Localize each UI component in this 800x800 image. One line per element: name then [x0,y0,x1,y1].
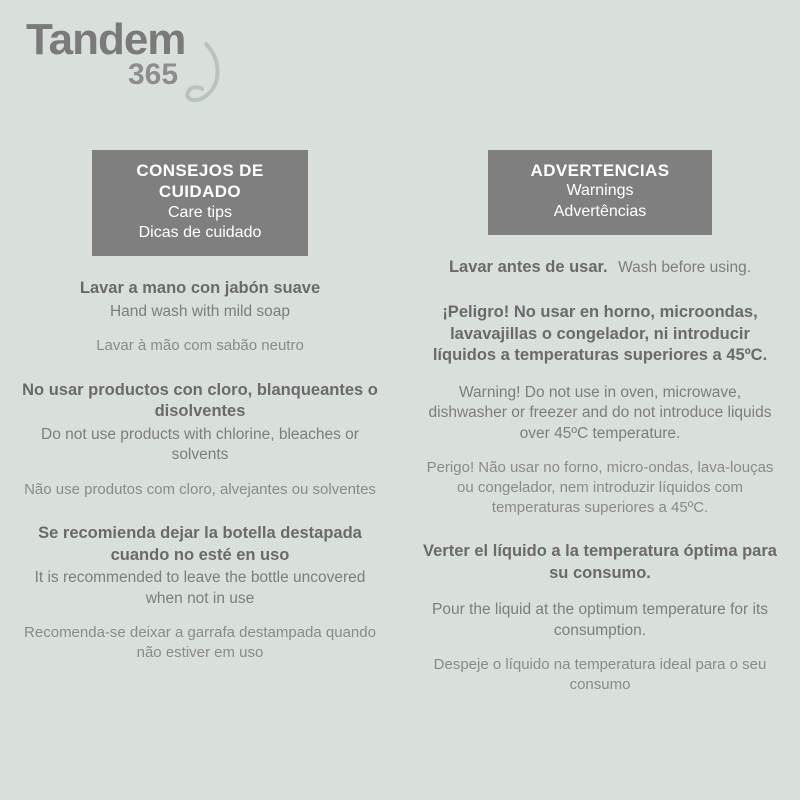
warnings-header-title: ADVERTENCIAS [530,161,670,180]
brand-logo-number: 365 [128,58,179,91]
warning-1-en: Warning! Do not use in oven, microwave, dishwasher or freezer and do not introduce liquids over 45ºC temperature. [428,383,772,442]
warnings-header-en: Warnings [566,182,634,200]
warning-item [418,541,782,694]
warning-2-en: Pour the liquid at the optimum temperature for its consumption. [432,601,768,639]
care-tip-1-en: Hand wash with mild soap [109,302,291,320]
care-tip-item [18,380,382,500]
care-tip-3-en: It is recommended to leave the bottle uncovered when not in use [34,569,366,607]
care-tip-2-en: Do not use products with chlorine, bleaches or solvents [41,425,359,464]
care-tips-header-pt: Dicas de cuidado [138,224,262,242]
warning-wash-before-using [418,257,782,278]
brand-logo [26,15,286,98]
care-tips-header [92,150,308,256]
care-tip-2-es: No usar productos con cloro, blanqueantes o disolventes [22,380,378,421]
care-tip-3-es: Se recomienda dejar la botella destapada cuando no esté en uso [38,524,362,564]
warning-0-en: Wash before using. [618,258,752,276]
care-tip-item [18,523,382,662]
warning-0-es: Lavar antes de usar. [448,257,608,276]
care-tip-item [18,278,382,356]
care-tip-1-es: Lavar a mano con jabón suave [79,279,321,298]
care-tip-1-pt: Lavar à mão com sabão neutro [96,336,304,354]
care-tips-header-en: Care tips [167,203,233,221]
warning-1-pt: Perigo! Não usar no forno, micro-ondas, lava-louças ou congelador, nem introduzir líquidos com temperaturas superiores a 45ºC. [426,458,774,516]
content-columns [0,150,800,695]
care-tip-3-pt: Recomenda-se deixar a garrafa destampada quando não estiver em uso [24,624,376,661]
warnings-header [488,150,712,235]
care-tip-2-pt: Não use produtos com cloro, alvejantes ou solventes [24,480,376,498]
warning-2-pt: Despeje o líquido na temperatura ideal para o seu consumo [433,656,767,693]
brand-logo-name: Tandem [26,15,186,64]
care-tips-header-title: CONSEJOS DE CUIDADO [136,161,264,202]
warning-1-es: ¡Peligro! No usar en horno, microondas, lavavajillas o congelador, ni introducir líquidos a temperaturas superiores a 45ºC. [432,303,768,365]
warning-2-es: Verter el líquido a la temperatura óptima para su consumo. [423,542,777,582]
warning-item [418,302,782,517]
warnings-header-pt: Advertências [553,203,647,221]
column-warnings [400,150,800,695]
column-care-tips [0,150,400,695]
